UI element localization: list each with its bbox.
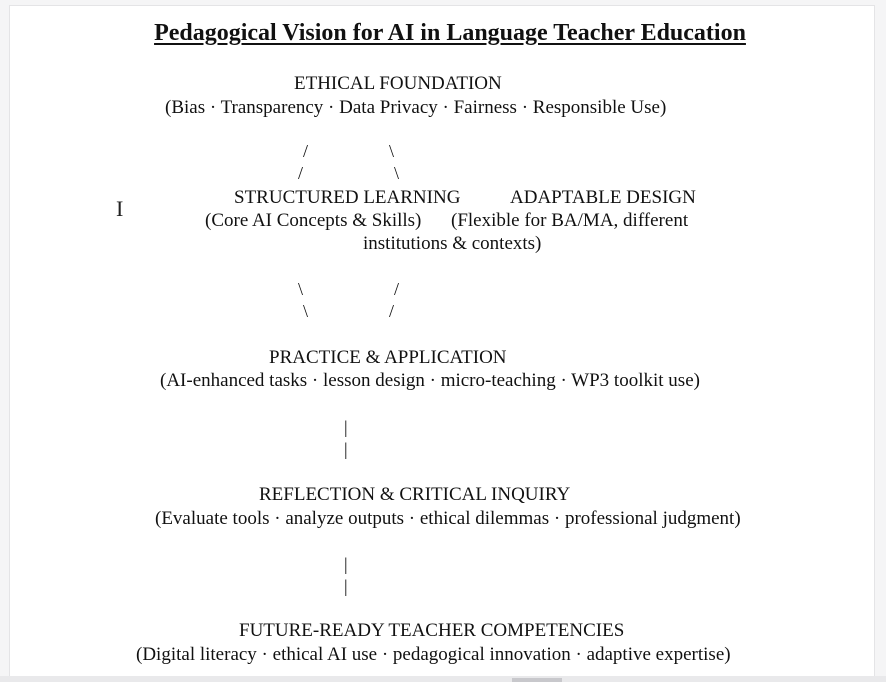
reflection-inquiry-heading: REFLECTION & CRITICAL INQUIRY bbox=[259, 484, 571, 505]
adaptable-design-detail-line1: (Flexible for BA/MA, different bbox=[451, 210, 689, 231]
connector-left-lower-2: \ bbox=[303, 301, 309, 321]
structured-learning-heading: STRUCTURED LEARNING bbox=[234, 187, 461, 208]
connector-right-lower-1: / bbox=[394, 279, 400, 299]
reflection-inquiry-detail: (Evaluate tools · analyze outputs · ethical dilemmas · professional judgment) bbox=[155, 508, 741, 529]
structured-learning-detail: (Core AI Concepts & Skills) bbox=[205, 210, 422, 231]
practice-application-detail: (AI-enhanced tasks · lesson design · micro-teaching · WP3 toolkit use) bbox=[160, 370, 700, 391]
connector-vertical-2a: | bbox=[344, 554, 348, 574]
practice-application-heading: PRACTICE & APPLICATION bbox=[269, 347, 507, 368]
window-bottom-edge bbox=[0, 676, 886, 682]
adaptable-design-detail-line2: institutions & contexts) bbox=[363, 233, 542, 254]
connector-left-upper-2: / bbox=[298, 163, 304, 183]
connector-right-upper-2: \ bbox=[394, 163, 400, 183]
connector-vertical-1a: | bbox=[344, 417, 348, 437]
connector-vertical-1b: | bbox=[344, 439, 348, 459]
ethical-foundation-heading: ETHICAL FOUNDATION bbox=[294, 73, 502, 94]
future-competencies-heading: FUTURE-READY TEACHER COMPETENCIES bbox=[239, 620, 625, 641]
connector-right-upper-1: \ bbox=[389, 141, 395, 161]
ethical-foundation-detail: (Bias · Transparency · Data Privacy · Fairness · Responsible Use) bbox=[165, 97, 667, 118]
diagram-title: Pedagogical Vision for AI in Language Teacher Education bbox=[154, 20, 746, 46]
text-cursor-icon: I bbox=[116, 196, 124, 221]
connector-right-lower-2: / bbox=[389, 301, 395, 321]
horizontal-scroll-thumb[interactable] bbox=[512, 678, 562, 682]
connector-vertical-2b: | bbox=[344, 576, 348, 596]
future-competencies-detail: (Digital literacy · ethical AI use · pedagogical innovation · adaptive expertise) bbox=[136, 644, 731, 665]
connector-left-upper-1: / bbox=[303, 141, 309, 161]
connector-left-lower-1: \ bbox=[298, 279, 304, 299]
adaptable-design-heading: ADAPTABLE DESIGN bbox=[510, 187, 696, 208]
